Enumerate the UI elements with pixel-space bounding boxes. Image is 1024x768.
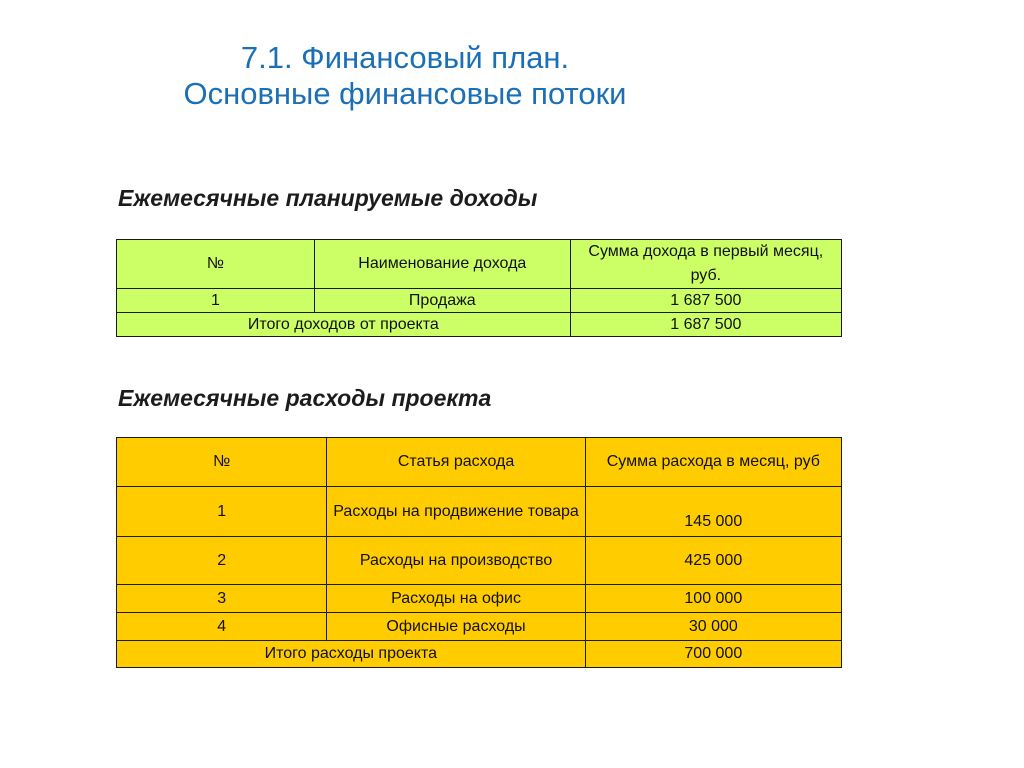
header-cell-expense-amount: Сумма расхода в месяц, руб bbox=[585, 438, 841, 487]
page-title bbox=[0, 40, 810, 112]
table-row bbox=[117, 487, 842, 537]
expense-table bbox=[116, 437, 842, 668]
cell-expense-amount: 100 000 bbox=[585, 585, 841, 613]
page-title-line-1: 7.1. Финансовый план. bbox=[240, 40, 570, 75]
expense-heading: Ежемесячные расходы проекта bbox=[118, 385, 492, 411]
total-label: Итого расходы проекта bbox=[117, 641, 586, 668]
total-label: Итого доходов от проекта bbox=[117, 313, 571, 337]
income-heading: Ежемесячные планируемые доходы bbox=[118, 185, 538, 211]
income-table bbox=[116, 239, 842, 337]
cell-income-name: Продажа bbox=[314, 289, 570, 313]
cell-expense-item: Расходы на продвижение товара bbox=[327, 487, 585, 537]
cell-number: 1 bbox=[117, 289, 315, 313]
table-row bbox=[117, 289, 842, 313]
cell-expense-amount: 425 000 bbox=[585, 537, 841, 585]
total-amount: 1 687 500 bbox=[570, 313, 841, 337]
cell-income-amount: 1 687 500 bbox=[570, 289, 841, 313]
total-amount: 700 000 bbox=[585, 641, 841, 668]
header-cell-income-name: Наименование дохода bbox=[314, 240, 570, 289]
table-header-row bbox=[117, 438, 842, 487]
cell-expense-item: Расходы на офис bbox=[327, 585, 585, 613]
header-cell-expense-item: Статья расхода bbox=[327, 438, 585, 487]
cell-number: 2 bbox=[117, 537, 327, 585]
cell-number: 3 bbox=[117, 585, 327, 613]
table-row bbox=[117, 585, 842, 613]
cell-expense-item: Расходы на производство bbox=[327, 537, 585, 585]
page-title-line-2: Основные финансовые потоки bbox=[183, 76, 627, 111]
table-total-row bbox=[117, 313, 842, 337]
cell-number: 1 bbox=[117, 487, 327, 537]
table-header-row bbox=[117, 240, 842, 289]
header-cell-number: № bbox=[117, 240, 315, 289]
cell-number: 4 bbox=[117, 613, 327, 641]
header-cell-income-amount: Сумма дохода в первый месяц, руб. bbox=[570, 240, 841, 289]
header-cell-number: № bbox=[117, 438, 327, 487]
cell-expense-amount: 145 000 bbox=[585, 487, 841, 537]
cell-expense-amount: 30 000 bbox=[585, 613, 841, 641]
table-total-row bbox=[117, 641, 842, 668]
table-row bbox=[117, 537, 842, 585]
table-row bbox=[117, 613, 842, 641]
cell-expense-item: Офисные расходы bbox=[327, 613, 585, 641]
